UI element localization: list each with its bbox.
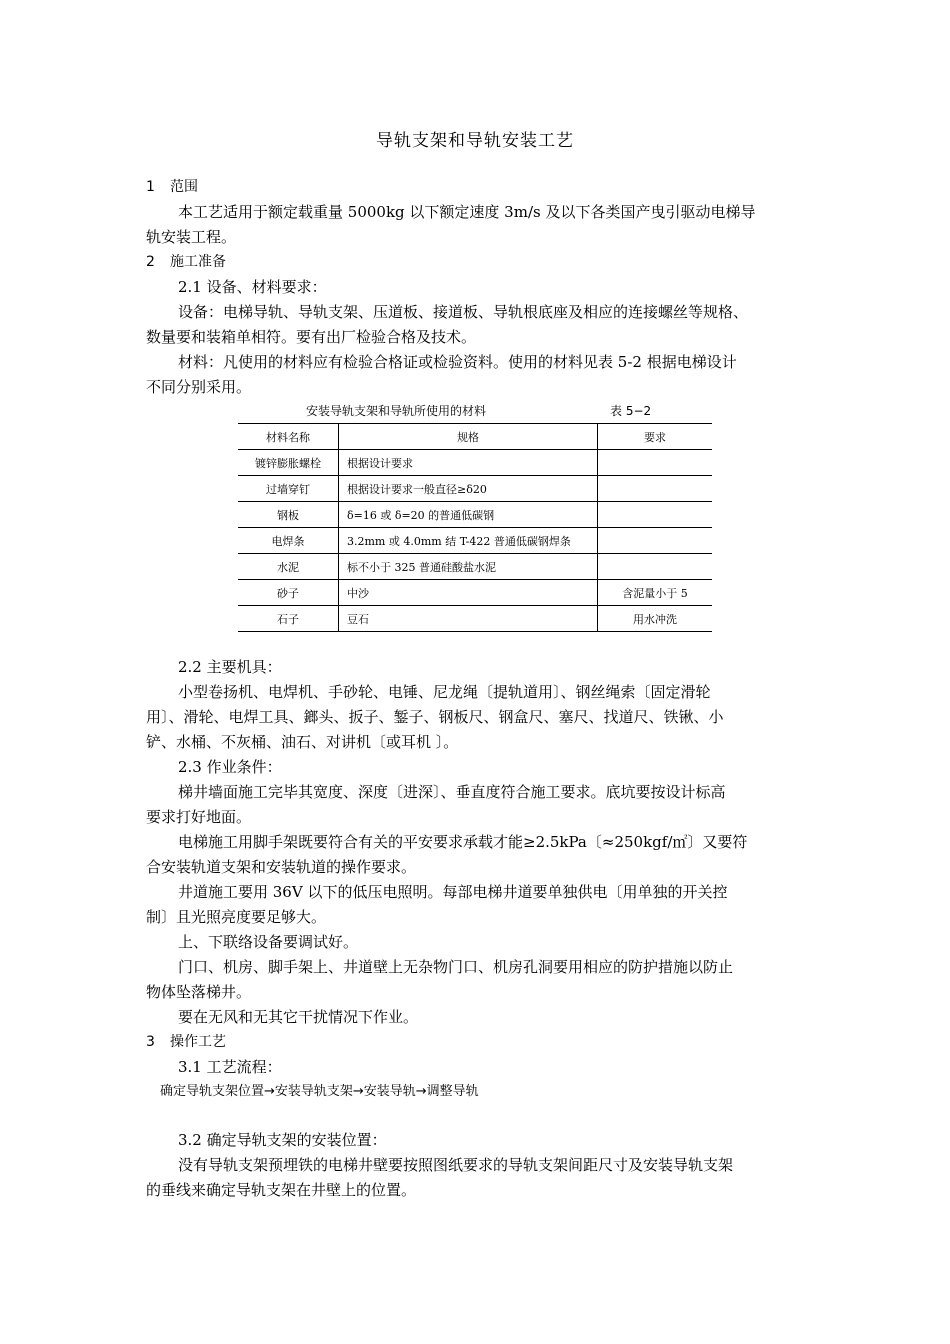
table-cell: 根据设计要求 (339, 450, 598, 476)
table-row (238, 580, 712, 606)
paragraph-line: 用〕、滑轮、电焊工具、鎯头、扳子、錾子、钢板尺、钢盒尺、塞尺、找道尺、铁锹、小 (146, 708, 724, 726)
section-3-heading (146, 1029, 816, 1055)
table-cell (598, 502, 713, 528)
column-header: 要求 (598, 424, 713, 450)
subsection-2-3-heading: 2.3 作业条件： (178, 758, 282, 776)
materials-table (238, 423, 712, 632)
section-number: 2 (146, 254, 155, 270)
table-cell: 钢板 (238, 502, 339, 528)
table-cell: 用水冲洗 (598, 606, 713, 632)
subsection-3-1-heading: 3.1 工艺流程： (178, 1058, 282, 1076)
table-cell: δ=16 或 δ=20 的普通低碳钢 (339, 502, 598, 528)
table-cell: 砂子 (238, 580, 339, 606)
table-row (238, 476, 712, 502)
table-cell: 过墙穿钉 (238, 476, 339, 502)
paragraph-line: 要在无风和无其它干扰情况下作业。 (178, 1008, 419, 1026)
paragraph-line: 井道施工要用 36V 以下的低压电照明。每部电梯井道要单独供电〔用单独的开关控 (178, 883, 728, 901)
table-row (238, 528, 712, 554)
table-cell (598, 476, 713, 502)
subsection-2-1-heading: 2.1 设备、材料要求： (178, 278, 327, 296)
paragraph-line: 制〕且光照亮度要足够大。 (146, 908, 327, 926)
table-cell: 豆石 (339, 606, 598, 632)
table-cell (598, 528, 713, 554)
table-cell (598, 554, 713, 580)
table-cell: 中沙 (339, 580, 598, 606)
paragraph-line: 梯井墙面施工完毕其宽度、深度〔进深〕、垂直度符合施工要求。底坑要按设计标高 (178, 783, 726, 801)
paragraph-line: 设备：电梯导轨、导轨支架、压道板、接道板、导轨根底座及相应的连接螺丝等规格、 (178, 303, 749, 321)
paragraph-line: 的垂线来确定导轨支架在井壁上的位置。 (146, 1181, 417, 1199)
section-number: 3 (146, 1034, 155, 1050)
table-number: 表 5−2 (610, 404, 652, 418)
section-1-heading (146, 174, 816, 200)
subsection-3-2-heading: 3.2 确定导轨支架的安装位置： (178, 1131, 387, 1149)
paragraph-line: 本工艺适用于额定载重量 5000kg 以下额定速度 3m/s 及以下各类国产曳引驱动电梯导 (178, 203, 756, 221)
paragraph-line: 合安装轨道支架和安装轨道的操作要求。 (146, 858, 417, 876)
table-cell (598, 450, 713, 476)
paragraph-line: 材料：凡使用的材料应有检验合格证或检验资料。使用的材料见表 5-2 根据电梯设计 (178, 353, 737, 371)
process-flow: 确定导轨支架位置→安装导轨支架→安装导轨→调整导轨 (160, 1084, 479, 1099)
paragraph-line: 物体坠落梯井。 (146, 983, 252, 1001)
table-cell: 水泥 (238, 554, 339, 580)
section-title: 施工准备 (170, 254, 226, 270)
table-row (238, 502, 712, 528)
table-cell: 电焊条 (238, 528, 339, 554)
section-number: 1 (146, 179, 155, 195)
table-row (238, 450, 712, 476)
section-title: 范围 (170, 179, 198, 195)
table-cell: 3.2mm 或 4.0mm 结 T-422 普通低碳钢焊条 (339, 528, 598, 554)
paragraph-line: 数量要和装箱单相符。要有出厂检验合格及技术。 (146, 328, 477, 346)
table-row (238, 554, 712, 580)
column-header: 材料名称 (238, 424, 339, 450)
paragraph-line: 要求打好地面。 (146, 808, 252, 826)
paragraph-line: 不同分别采用。 (146, 378, 252, 396)
paragraph-line: 没有导轨支架预埋铁的电梯井壁要按照图纸要求的导轨支架间距尺寸及安装导轨支架 (178, 1156, 734, 1174)
document-title: 导轨支架和导轨安装工艺 (376, 131, 574, 151)
section-title: 操作工艺 (170, 1034, 226, 1050)
table-cell: 含泥量小于 5 (598, 580, 713, 606)
table-title: 安装导轨支架和导轨所使用的材料 (306, 404, 487, 418)
table-cell: 镀锌膨胀螺栓 (238, 450, 339, 476)
table-header-row (238, 424, 712, 450)
table-cell: 根据设计要求一般直径≥δ20 (339, 476, 598, 502)
column-header: 规格 (339, 424, 598, 450)
table-row (238, 606, 712, 632)
table-cell: 标不小于 325 普通硅酸盐水泥 (339, 554, 598, 580)
paragraph-line: 铲、水桶、不灰桶、油石、对讲机〔或耳机 〕。 (146, 733, 459, 751)
paragraph-line: 上、下联络设备要调试好。 (178, 933, 359, 951)
table-cell: 石子 (238, 606, 339, 632)
paragraph-line: 轨安装工程。 (146, 228, 237, 246)
subsection-2-2-heading: 2.2 主要机具： (178, 658, 282, 676)
section-2-heading (146, 249, 816, 275)
paragraph-line: 电梯施工用脚手架既要符合有关的平安要求承载才能≥2.5kPa〔≈250kgf/㎡〕又要符 (178, 833, 748, 851)
paragraph-line: 门口、机房、脚手架上、井道壁上无杂物门口、机房孔洞要用相应的防护措施以防止 (178, 958, 734, 976)
paragraph-line: 小型卷扬机、电焊机、手砂轮、电锤、尼龙绳〔提轨道用〕、钢丝绳索〔固定滑轮 (178, 683, 711, 701)
